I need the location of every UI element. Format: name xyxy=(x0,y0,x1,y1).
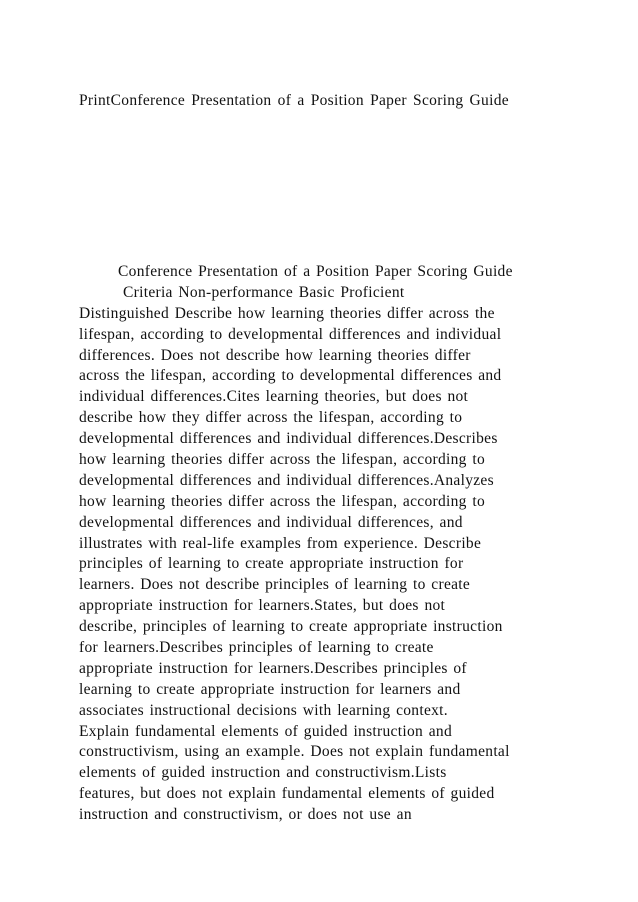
body-line: appropriate instruction for learners.Describes principles of xyxy=(79,659,467,677)
document-title: PrintConference Presentation of a Position Paper Scoring Guide xyxy=(79,92,509,109)
body-line: across the lifespan, according to developmental differences and xyxy=(79,367,502,385)
body-line: learning to create appropriate instruction for learners and xyxy=(79,680,461,698)
body-line: Explain fundamental elements of guided instruction and xyxy=(79,722,452,740)
guide-heading: Conference Presentation of a Position Paper Scoring Guide xyxy=(118,263,513,280)
body-line: elements of guided instruction and constructivism.Lists xyxy=(79,764,447,782)
body-line: lifespan, according to developmental differences and individual xyxy=(79,325,502,343)
body-line: how learning theories differ across the lifespan, according to xyxy=(79,451,486,469)
body-line: constructivism, using an example. Does not explain fundamental xyxy=(79,743,510,761)
body-line: describe, principles of learning to create appropriate instruction xyxy=(79,618,503,636)
body-line: illustrates with real-life examples from experience. Describe xyxy=(79,534,482,552)
body-line: how learning theories differ across the lifespan, according to xyxy=(79,492,486,510)
body-line: developmental differences and individual differences.Describes xyxy=(79,430,498,448)
criteria-header-line: Criteria Non-performance Basic Proficient xyxy=(123,283,405,301)
body-line: developmental differences and individual differences, and xyxy=(79,513,463,531)
body-line: learners. Does not describe principles of learning to create xyxy=(79,576,471,594)
body-line: developmental differences and individual differences.Analyzes xyxy=(79,471,494,489)
body-line: for learners.Describes principles of learning to create xyxy=(79,639,434,657)
body-line: appropriate instruction for learners.States, but does not xyxy=(79,597,446,615)
body-line: associates instructional decisions with learning context. xyxy=(79,701,448,719)
document-body xyxy=(79,262,579,826)
body-line: principles of learning to create appropriate instruction for xyxy=(79,555,464,573)
body-line: describe how they differ across the lifespan, according to xyxy=(79,409,463,427)
body-line: individual differences.Cites learning theories, but does not xyxy=(79,388,469,406)
body-line: differences. Does not describe how learning theories differ xyxy=(79,346,471,364)
body-line: instruction and constructivism, or does not use an xyxy=(79,806,412,824)
body-line: Distinguished Describe how learning theories differ across the xyxy=(79,304,495,322)
body-line: features, but does not explain fundamental elements of guided xyxy=(79,785,495,803)
